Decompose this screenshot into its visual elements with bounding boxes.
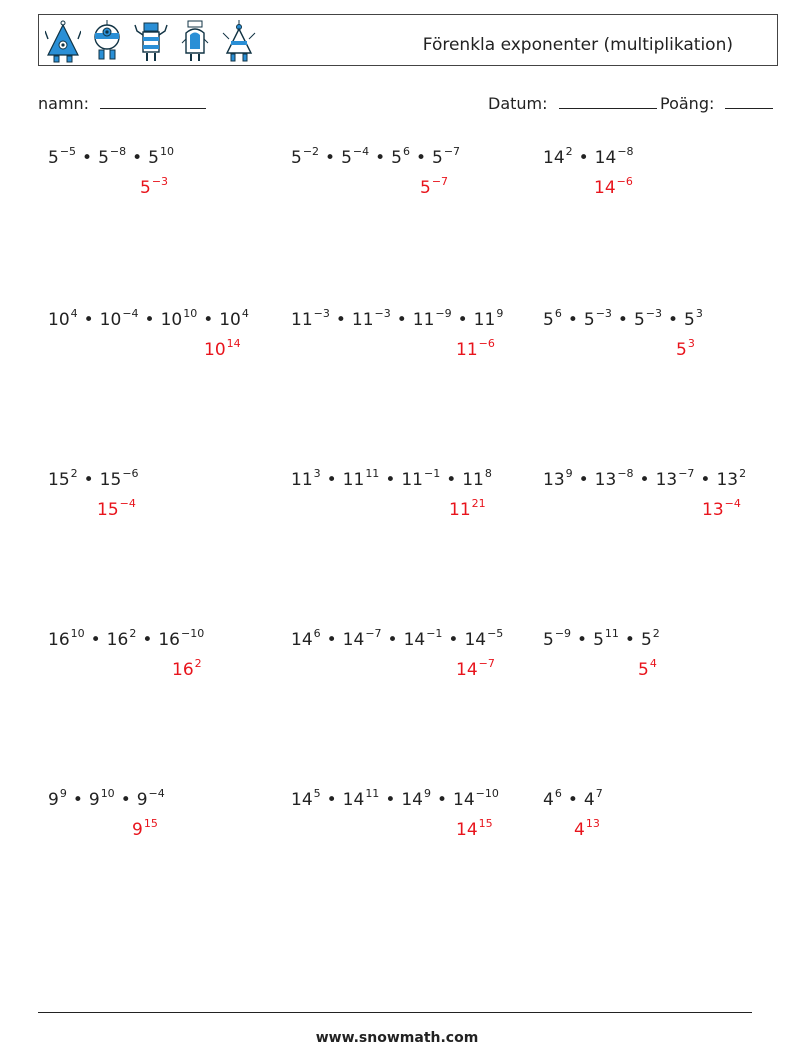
problem-expression [48, 627, 205, 650]
term-base: 10 [48, 310, 70, 330]
problem-expression [48, 787, 165, 810]
term-exponent: 2 [652, 627, 660, 640]
problem-expression [48, 307, 249, 330]
multiply-dot: • [83, 470, 94, 490]
term-base: 11 [462, 470, 484, 490]
problem-answer [449, 497, 486, 520]
term-exponent: −3 [645, 307, 662, 320]
term-base: 14 [342, 630, 365, 650]
date-label: Datum: [488, 94, 548, 113]
answer-exponent: 15 [143, 817, 158, 830]
multiply-dot: • [375, 148, 386, 168]
answer-base: 15 [97, 500, 119, 520]
term-base: 5 [391, 148, 402, 168]
term-exponent: 11 [365, 787, 380, 800]
term-base: 5 [633, 310, 645, 330]
term-base: 9 [48, 790, 59, 810]
multiply-dot: • [132, 148, 143, 168]
answer-exponent: −4 [119, 497, 136, 510]
problem-expression [48, 467, 139, 490]
problem-answer [676, 337, 695, 360]
multiply-dot: • [567, 790, 578, 810]
term-base: 14 [453, 790, 475, 810]
footer-divider [38, 1012, 752, 1013]
multiply-dot: • [83, 310, 94, 330]
term-exponent: −7 [365, 627, 382, 640]
term-exponent: 10 [100, 787, 115, 800]
answer-exponent: 15 [478, 817, 493, 830]
term-exponent: 11 [365, 467, 380, 480]
term-base: 14 [291, 790, 313, 810]
name-blank[interactable] [100, 94, 206, 109]
term-exponent: 7 [595, 787, 603, 800]
answer-exponent: −6 [616, 175, 633, 188]
term-exponent: −7 [678, 467, 695, 480]
problem-answer [702, 497, 741, 520]
answer-exponent: −3 [151, 175, 169, 188]
term-base: 5 [48, 148, 59, 168]
answer-base: 11 [456, 340, 478, 360]
term-exponent: 2 [565, 145, 573, 158]
answer-base: 16 [172, 660, 194, 680]
answer-exponent: 21 [471, 497, 486, 510]
term-exponent: 6 [554, 307, 562, 320]
robot-3-icon [133, 19, 169, 63]
term-base: 11 [291, 310, 313, 330]
multiply-dot: • [120, 790, 131, 810]
term-base: 14 [342, 790, 365, 810]
term-exponent: 2 [129, 627, 137, 640]
term-exponent: 2 [739, 467, 747, 480]
term-exponent: −4 [122, 307, 139, 320]
term-base: 5 [98, 148, 109, 168]
term-exponent: 10 [159, 145, 174, 158]
term-exponent: −3 [595, 307, 612, 320]
term-exponent: −8 [617, 467, 634, 480]
problem-expression [291, 145, 461, 168]
term-exponent: −5 [59, 145, 77, 158]
term-exponent: −4 [148, 787, 165, 800]
footer-url: www.snowmath.com [315, 1030, 479, 1046]
multiply-dot: • [385, 470, 396, 490]
problem-expression [48, 145, 174, 168]
answer-base: 5 [420, 178, 431, 198]
term-base: 14 [464, 630, 487, 650]
score-blank[interactable] [725, 94, 773, 109]
answer-exponent: 3 [687, 337, 695, 350]
problem-answer [204, 337, 241, 360]
term-base: 11 [401, 470, 423, 490]
multiply-dot: • [326, 470, 337, 490]
term-exponent: −3 [313, 307, 330, 320]
multiply-dot: • [700, 470, 711, 490]
multiply-dot: • [578, 148, 589, 168]
term-base: 5 [543, 630, 554, 650]
name-label: namn: [38, 94, 90, 113]
problem-answer [456, 657, 495, 680]
problem-expression [291, 307, 504, 330]
term-exponent: 9 [423, 787, 431, 800]
term-base: 14 [401, 790, 423, 810]
term-exponent: −10 [180, 627, 205, 640]
term-exponent: −7 [443, 145, 461, 158]
term-exponent: 6 [402, 145, 410, 158]
problem-answer [420, 175, 449, 198]
term-base: 5 [341, 148, 352, 168]
problem-expression [543, 787, 603, 810]
term-base: 14 [594, 148, 617, 168]
term-exponent: 6 [313, 627, 321, 640]
term-exponent: −8 [617, 145, 634, 158]
term-exponent: −8 [109, 145, 127, 158]
problem-answer [594, 175, 633, 198]
answer-base: 14 [456, 820, 478, 840]
robot-2-icon [89, 19, 125, 63]
term-exponent: −2 [302, 145, 320, 158]
problem-answer [574, 817, 600, 840]
term-exponent: −5 [487, 627, 504, 640]
term-base: 16 [48, 630, 70, 650]
multiply-dot: • [624, 630, 635, 650]
term-base: 11 [342, 470, 365, 490]
term-base: 10 [99, 310, 122, 330]
term-exponent: 3 [695, 307, 703, 320]
term-exponent: 4 [70, 307, 78, 320]
term-base: 10 [160, 310, 183, 330]
term-base: 5 [684, 310, 695, 330]
multiply-dot: • [387, 630, 398, 650]
multiply-dot: • [396, 310, 407, 330]
multiply-dot: • [667, 310, 679, 330]
multiply-dot: • [567, 310, 578, 330]
problem-expression [291, 787, 499, 810]
term-exponent: 10 [70, 627, 85, 640]
robot-5-icon [221, 19, 257, 63]
multiply-dot: • [203, 310, 214, 330]
term-base: 11 [412, 310, 435, 330]
multiply-dot: • [446, 470, 457, 490]
term-base: 15 [48, 470, 70, 490]
term-exponent: 2 [70, 467, 78, 480]
problem-answer [132, 817, 158, 840]
problem-expression [543, 145, 634, 168]
term-exponent: 9 [496, 307, 504, 320]
term-exponent: 5 [313, 787, 321, 800]
problem-answer [97, 497, 136, 520]
term-base: 9 [136, 790, 148, 810]
multiply-dot: • [72, 790, 83, 810]
answer-base: 11 [449, 500, 471, 520]
worksheet-header [38, 14, 778, 66]
term-base: 11 [351, 310, 374, 330]
answer-base: 5 [638, 660, 649, 680]
term-exponent: −9 [554, 627, 572, 640]
multiply-dot: • [326, 630, 337, 650]
term-base: 11 [291, 470, 313, 490]
problem-answer [456, 817, 493, 840]
term-exponent: 6 [554, 787, 562, 800]
answer-exponent: −6 [478, 337, 495, 350]
name-field [38, 94, 206, 113]
term-exponent: 9 [565, 467, 573, 480]
term-base: 9 [88, 790, 100, 810]
robot-1-icon [45, 19, 81, 63]
term-base: 5 [291, 148, 302, 168]
multiply-dot: • [90, 630, 101, 650]
term-base: 16 [106, 630, 129, 650]
answer-base: 5 [140, 178, 151, 198]
multiply-dot: • [577, 630, 588, 650]
multiply-dot: • [617, 310, 628, 330]
term-exponent: −10 [475, 787, 499, 800]
term-base: 14 [543, 148, 565, 168]
multiply-dot: • [144, 310, 155, 330]
term-base: 13 [655, 470, 678, 490]
multiply-dot: • [578, 470, 589, 490]
answer-base: 14 [594, 178, 616, 198]
term-exponent: 4 [241, 307, 249, 320]
term-base: 13 [594, 470, 617, 490]
term-base: 14 [291, 630, 313, 650]
term-base: 4 [543, 790, 554, 810]
multiply-dot: • [639, 470, 650, 490]
term-exponent: 11 [604, 627, 619, 640]
answer-base: 10 [204, 340, 226, 360]
problem-expression [543, 307, 703, 330]
answer-base: 13 [702, 500, 724, 520]
multiply-dot: • [436, 790, 448, 810]
date-field [488, 94, 657, 113]
problem-expression [291, 467, 492, 490]
term-exponent: 8 [484, 467, 492, 480]
answer-base: 4 [574, 820, 585, 840]
multiply-dot: • [325, 148, 336, 168]
answer-base: 9 [132, 820, 143, 840]
score-field [660, 94, 773, 113]
term-exponent: −1 [426, 627, 443, 640]
answer-exponent: −7 [478, 657, 495, 670]
problem-answer [638, 657, 657, 680]
multiply-dot: • [385, 790, 396, 810]
score-label: Poäng: [660, 94, 715, 113]
answer-exponent: 4 [649, 657, 657, 670]
multiply-dot: • [448, 630, 459, 650]
term-base: 10 [219, 310, 241, 330]
term-base: 14 [403, 630, 426, 650]
multiply-dot: • [335, 310, 346, 330]
multiply-dot: • [142, 630, 153, 650]
problem-answer [456, 337, 495, 360]
answer-exponent: −7 [431, 175, 449, 188]
date-blank[interactable] [559, 94, 657, 109]
term-exponent: 3 [313, 467, 321, 480]
term-base: 5 [583, 310, 595, 330]
term-exponent: −6 [122, 467, 139, 480]
answer-exponent: 2 [194, 657, 202, 670]
term-base: 5 [593, 630, 604, 650]
problem-expression [543, 467, 747, 490]
problem-answer [172, 657, 202, 680]
term-base: 13 [716, 470, 739, 490]
multiply-dot: • [457, 310, 468, 330]
term-exponent: −3 [374, 307, 391, 320]
multiply-dot: • [82, 148, 93, 168]
term-base: 4 [583, 790, 595, 810]
term-base: 5 [148, 148, 159, 168]
term-exponent: 9 [59, 787, 67, 800]
term-exponent: 10 [183, 307, 198, 320]
term-exponent: −1 [423, 467, 441, 480]
answer-exponent: 14 [226, 337, 241, 350]
term-exponent: −4 [352, 145, 370, 158]
multiply-dot: • [415, 148, 427, 168]
multiply-dot: • [326, 790, 337, 810]
robot-4-icon [177, 19, 213, 63]
problem-answer [140, 175, 169, 198]
problem-expression [291, 627, 504, 650]
worksheet-title: Förenkla exponenter (multiplikation) [422, 35, 733, 55]
term-base: 11 [473, 310, 496, 330]
problem-expression [543, 627, 660, 650]
term-base: 5 [432, 148, 443, 168]
term-exponent: −9 [435, 307, 452, 320]
robot-icons [45, 19, 257, 63]
answer-base: 5 [676, 340, 687, 360]
term-base: 13 [543, 470, 565, 490]
term-base: 15 [99, 470, 122, 490]
term-base: 16 [158, 630, 180, 650]
answer-base: 14 [456, 660, 478, 680]
term-base: 5 [543, 310, 554, 330]
term-base: 5 [640, 630, 652, 650]
answer-exponent: −4 [724, 497, 741, 510]
answer-exponent: 13 [585, 817, 600, 830]
